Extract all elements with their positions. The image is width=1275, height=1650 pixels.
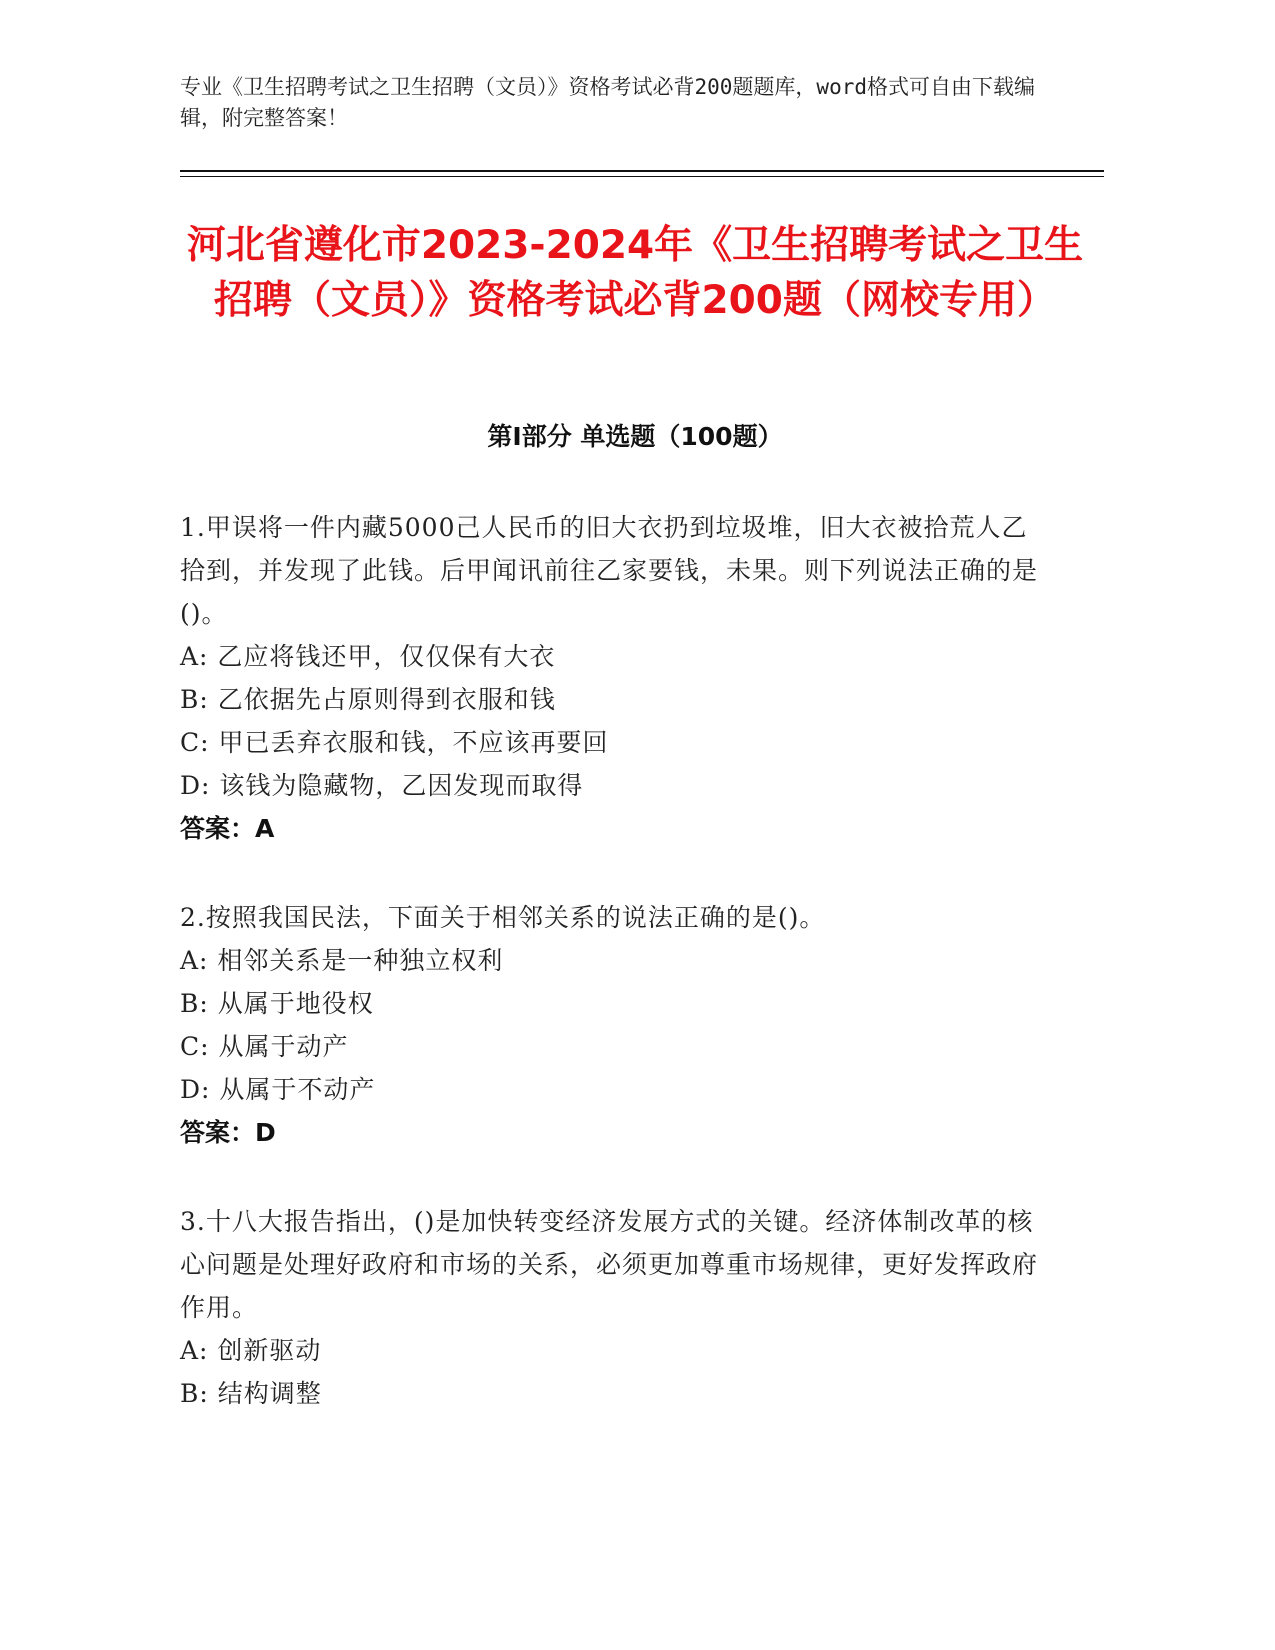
option-a: A: 创新驱动 bbox=[180, 1336, 322, 1365]
question-3 bbox=[180, 1200, 1040, 1415]
option-b: B: 结构调整 bbox=[180, 1379, 322, 1408]
answer: 答案：D bbox=[180, 1118, 276, 1147]
section-heading: 第I部分 单选题（100题） bbox=[487, 422, 783, 451]
option-a: A: 相邻关系是一种独立权利 bbox=[180, 946, 504, 975]
option-d: D: 该钱为隐藏物，乙因发现而取得 bbox=[180, 771, 584, 800]
answer: 答案：A bbox=[180, 814, 275, 843]
option-c: C: 从属于动产 bbox=[180, 1032, 349, 1061]
question-stem: 2.按照我国民法，下面关于相邻关系的说法正确的是()。 bbox=[180, 903, 826, 932]
question-stem: 1.甲误将一件内藏5000己人民币的旧大衣扔到垃圾堆，旧大衣被拾荒人乙拾到，并发现了此钱。后甲闻讯前往乙家要钱，未果。则下列说法正确的是()。 bbox=[180, 513, 1039, 628]
option-b: B: 从属于地役权 bbox=[180, 989, 374, 1018]
header-divider-thin bbox=[180, 176, 1104, 177]
question-1 bbox=[180, 506, 1040, 850]
document-title: 河北省遵化市2023-2024年《卫生招聘考试之卫生招聘（文员）》资格考试必背200题（网校专用） bbox=[186, 223, 1084, 323]
header-note: 专业《卫生招聘考试之卫生招聘（文员）》资格考试必背200题题库，word格式可自由下载编辑，附完整答案！ bbox=[180, 75, 1035, 130]
option-a: A: 乙应将钱还甲，仅仅保有大衣 bbox=[180, 642, 556, 671]
question-stem: 3.十八大报告指出，()是加快转变经济发展方式的关键。经济体制改革的核心问题是处理好政府和市场的关系，必须更加尊重市场规律，更好发挥政府作用。 bbox=[180, 1207, 1039, 1322]
header-divider-thick bbox=[180, 170, 1104, 172]
option-c: C: 甲已丢弃衣服和钱，不应该再要回 bbox=[180, 728, 609, 757]
option-b: B: 乙依据先占原则得到衣服和钱 bbox=[180, 685, 556, 714]
question-2 bbox=[180, 896, 1040, 1154]
option-d: D: 从属于不动产 bbox=[180, 1075, 376, 1104]
